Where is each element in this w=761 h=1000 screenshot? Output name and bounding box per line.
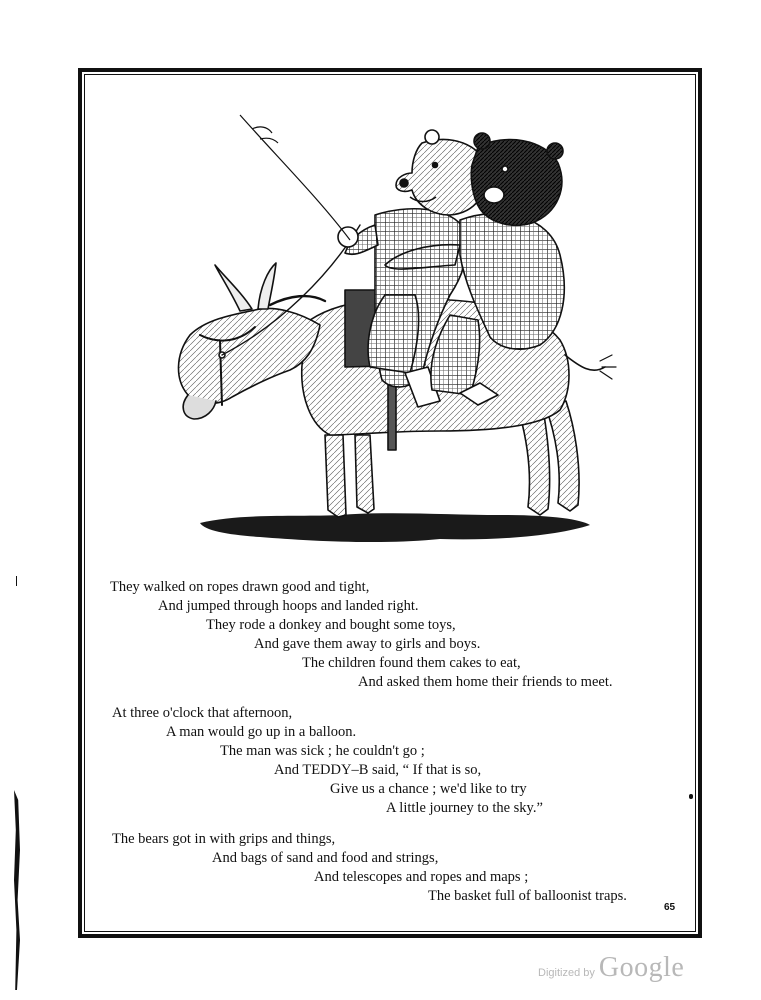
poem-line: The man was sick ; he couldn't go ; [220, 743, 425, 759]
poem-line: They walked on ropes drawn good and tight, [110, 579, 370, 595]
watermark-brand: Google [598, 952, 685, 983]
scan-artifact-edge [14, 790, 20, 990]
watermark-prefix: Digitized by [538, 967, 595, 979]
poem-line: And gave them away to girls and boys. [254, 636, 481, 652]
poem-line: And telescopes and ropes and maps ; [314, 869, 529, 885]
poem-line: And bags of sand and food and strings, [212, 850, 439, 866]
two-bears-riding-donkey-illustration [160, 105, 620, 565]
digitized-watermark [538, 952, 684, 986]
page-number: 65 [664, 902, 676, 913]
ground-shadow [200, 513, 590, 542]
poem-line: And jumped through hoops and landed right. [158, 598, 419, 614]
poem-line: And asked them home their friends to meet. [358, 674, 613, 690]
poem-line: Give us a chance ; we'd like to try [330, 781, 527, 797]
poem-line: They rode a donkey and bought some toys, [206, 617, 456, 633]
poem-line: And TEDDY–B said, “ If that is so, [274, 762, 482, 778]
poem-line: The basket full of balloonist traps. [428, 888, 627, 904]
scan-artifact-dot [689, 794, 693, 799]
poem-line: A man would go up in a balloon. [166, 724, 357, 740]
poem-line: The children found them cakes to eat, [302, 655, 521, 671]
poem-line: A little journey to the sky.” [386, 800, 543, 816]
riding-whip [240, 115, 350, 240]
poem-line: At three o'clock that afternoon, [112, 705, 293, 721]
poem-line: The bears got in with grips and things, [112, 831, 336, 847]
scan-artifact-top [16, 576, 17, 586]
